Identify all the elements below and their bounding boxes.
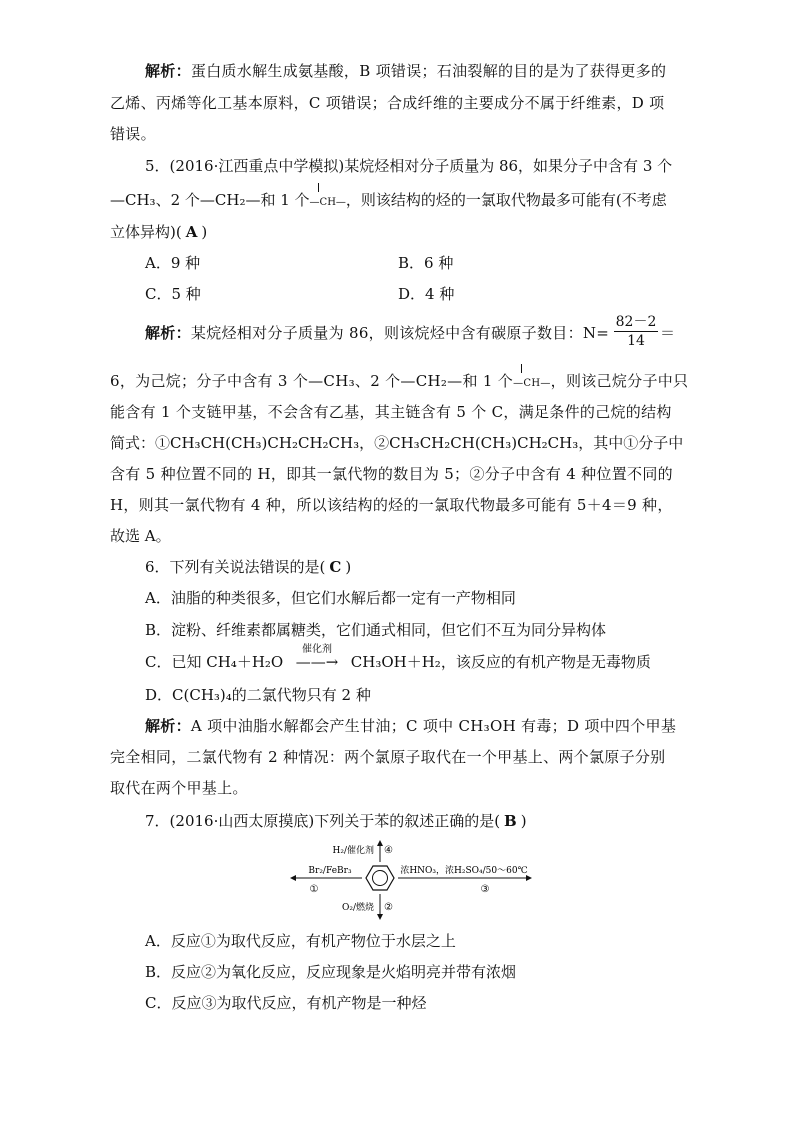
benzene-ring [366, 866, 394, 890]
q7-stem: 7．(2016·山西太原摸底)下列关于苯的叙述正确的是( B ) [145, 812, 527, 830]
catalyst-label: 催化剂 [302, 644, 332, 655]
q5-analysis-line3: 能含有 1 个支链甲基，不会含有乙基，其主链含有 5 个 C，满足条件的己烷的结构 [110, 403, 672, 421]
arrow-down-head [377, 914, 383, 920]
benzene-reaction-diagram [280, 840, 540, 922]
fraction-numerator: 82－2 [615, 314, 657, 330]
q5-analysis-line1: 解析：某烷烃相对分子质量为 86，则该烷烃中含有碳原子数目：N= [145, 324, 610, 342]
ch-branch-group: —CH— [310, 193, 346, 213]
q7-option-b: B．反应②为氧化反应，反应现象是火焰明亮并带有浓烟 [145, 963, 517, 981]
q5-option-d: D．4 种 [398, 285, 455, 303]
q5-stem-line3: 立体异构)( A ) [110, 223, 208, 241]
q6-option-c: C．已知 CH₄＋H₂O 催化剂 ——→ CH₃OH＋H₂，该反应的有机产物是无毒物质 [145, 652, 651, 672]
reaction-number-4: ④ [384, 845, 393, 856]
reaction-number-1: ① [309, 884, 319, 895]
q5-stem-line1: 5．(2016·江西重点中学模拟)某烷烃相对分子质量为 86，如果分子中含有 3 个 [145, 157, 673, 175]
benzene-ring-circle [373, 871, 388, 886]
reagent-hydrogenation: H₂/催化剂 [332, 846, 374, 856]
arrow-left-head [290, 875, 296, 881]
fraction-denominator: 14 [614, 331, 658, 350]
q5-analysis-line2: 6，为己烷；分子中含有 3 个—CH₃、2 个—CH₂—和 1 个—CH—，则该己烷分子中只 [110, 371, 688, 394]
q4-analysis-line3: 错误。 [110, 125, 156, 143]
ch-branch-group: —CH— [513, 374, 551, 394]
q6-analysis-line3: 取代在两个甲基上。 [110, 779, 248, 797]
q4-analysis-line2: 乙烯、丙烯等化工基本原料，C 项错误；合成纤维的主要成分不属于纤维素，D 项 [110, 94, 665, 112]
q6-analysis-line2: 完全相同，二氯代物有 2 种情况：两个氯原子取代在一个甲基上、两个氯原子分别 [110, 748, 666, 766]
carbon-count-fraction [614, 313, 658, 350]
q5-analysis-line6: H，则其一氯代物有 4 种，所以该结构的烃的一氯取代物最多可能有 5＋4＝9 种， [110, 496, 673, 514]
reagent-nitration: 浓HNO₃，浓H₂SO₄/50～60℃ [400, 866, 528, 876]
q6-answer: C [329, 558, 342, 576]
q6-option-b: B．淀粉、纤维素都属糖类，它们通式相同，但它们不互为同分异构体 [145, 621, 607, 639]
analysis-label: 解析： [145, 324, 191, 342]
q6-option-a: A．油脂的种类很多，但它们水解后都一定有一产物相同 [145, 589, 516, 607]
reaction-number-3: ③ [480, 884, 490, 895]
q7-answer: B [504, 812, 517, 830]
q5-analysis-line5: 含有 5 种位置不同的 H，即其一氯代物的数目为 5；②分子中含有 4 种位置不同的 [110, 465, 673, 483]
analysis-label: 解析： [145, 62, 191, 80]
q6-analysis-line1: 解析：A 项中油脂水解都会产生甘油；C 项中 CH₃OH 有毒；D 项中四个甲基 [145, 717, 677, 735]
q5-option-c: C．5 种 [145, 285, 201, 303]
reagent-bromination: Br₂/FeBr₃ [308, 866, 352, 876]
reaction-number-2: ② [384, 902, 393, 913]
q5-option-a: A．9 种 [145, 254, 201, 272]
reaction-arrow: 催化剂 ——→ [288, 652, 346, 672]
q7-option-a: A．反应①为取代反应，有机产物位于水层之上 [145, 932, 456, 950]
fraction-equals: ＝ [660, 324, 676, 342]
q4-analysis-line1: 解析：蛋白质水解生成氨基酸，B 项错误；石油裂解的目的是为了获得更多的 [145, 62, 667, 80]
q7-option-c: C．反应③为取代反应，有机产物是一种烃 [145, 994, 427, 1012]
q5-analysis-line7: 故选 A。 [110, 527, 171, 545]
analysis-label: 解析： [145, 717, 191, 735]
q5-option-b: B．6 种 [398, 254, 454, 272]
q5-answer: A [185, 223, 198, 241]
arrow-up-head [377, 840, 383, 846]
q6-option-d: D．C(CH₃)₄的二氯代物只有 2 种 [145, 686, 371, 704]
reagent-combustion: O₂/燃烧 [341, 903, 374, 913]
q5-stem-line2: —CH₃、2 个—CH₂—和 1 个—CH—，则该结构的烃的一氯取代物最多可能有(不考虑 [110, 190, 667, 213]
q6-stem: 6．下列有关说法错误的是( C ) [145, 558, 352, 576]
q5-analysis-line4: 简式：①CH₃CH(CH₃)CH₂CH₂CH₃，②CH₃CH₂CH(CH₃)CH₂CH₃，其中①分子中 [110, 434, 684, 452]
